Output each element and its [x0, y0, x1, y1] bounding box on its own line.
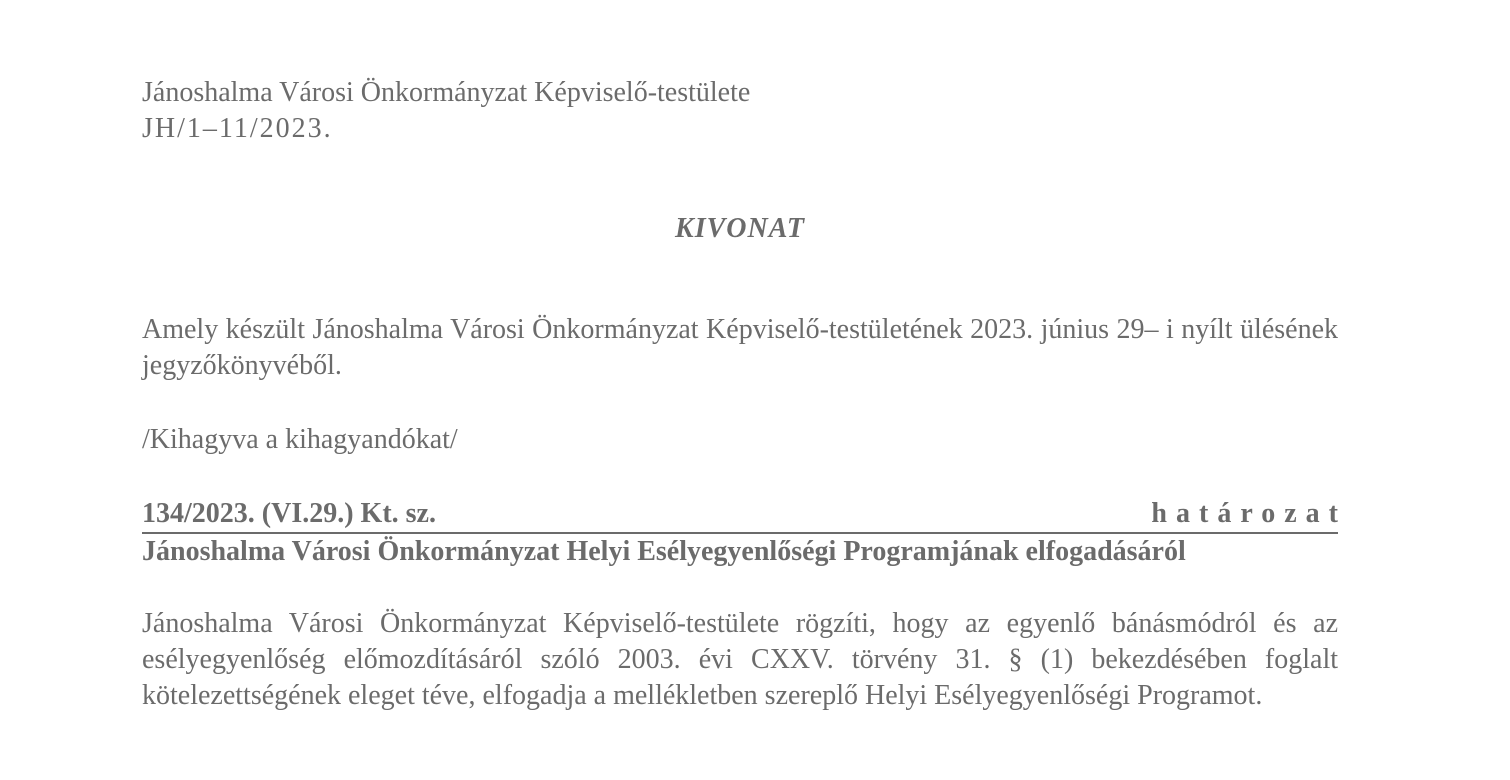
- document-page: [142, 0, 1347, 780]
- issuing-organization: Jánoshalma Városi Önkormányzat Képviselő-testülete: [142, 77, 751, 108]
- resolution-type: határozat: [1151, 498, 1347, 529]
- document-reference-number: JH/1–11/2023.: [142, 113, 333, 144]
- document-title: KIVONAT: [675, 213, 805, 244]
- resolution-number: 134/2023. (VI.29.) Kt. sz.: [142, 498, 436, 529]
- intro-paragraph: Amely készült Jánoshalma Városi Önkormányzat Képviselő-testületének 2023. június 29– i nyílt ülésének jegyzőkönyvéből.: [142, 314, 1338, 381]
- resolution-body: Jánoshalma Városi Önkormányzat Képviselő-testülete rögzíti, hogy az egyenlő bánásmódról és az esélyegyenlőség előmozdításáról szóló 2003. évi CXXV. törvény 31. § (1) bekezdésében foglalt kötelezettségének eleget téve, elfogadja a mellékletben szereplő Helyi Esélyegyenlőségi Programot.: [142, 608, 1338, 711]
- resolution-heading: [142, 496, 1347, 534]
- resolution-subject: Jánoshalma Városi Önkormányzat Helyi Esélyegyenlőségi Programjának elfogadásáról: [142, 536, 1186, 567]
- omitted-note: /Kihagyva a kihagyandókat/: [142, 424, 458, 455]
